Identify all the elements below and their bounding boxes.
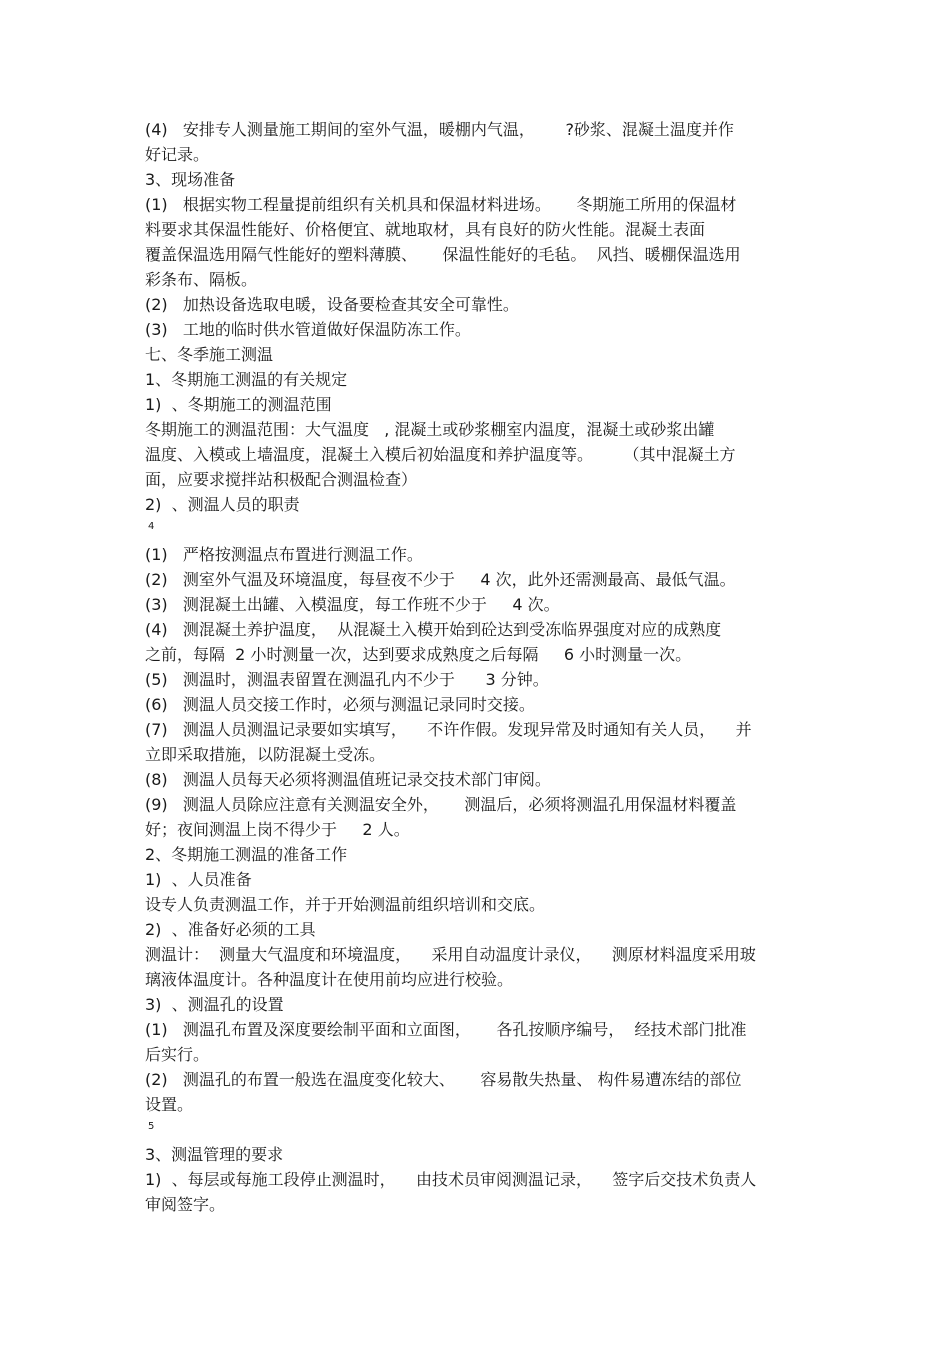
text-line: 设专人负责测温工作，并于开始测温前组织培训和交底。 <box>145 895 546 914</box>
section-heading: 3、测温管理的要求 <box>145 1145 284 1164</box>
text-line: (2) 测室外气温及环境温度，每昼夜不少于 4 次，此外还需测最高、最低气温。 <box>145 570 736 589</box>
text-line: 1) 、每层或每施工段停止测温时， 由技术员审阅测温记录， 签字后交技术负责人 <box>145 1170 757 1189</box>
text-line: (8) 测温人员每天必须将测温值班记录交技术部门审阅。 <box>145 770 551 789</box>
text-line: (9) 测温人员除应注意有关测温安全外， 测温后，必须将测温孔用保温材料覆盖 <box>145 795 737 814</box>
text-line: 温度、入模或上墙温度，混凝土入模后初始温度和养护温度等。 （其中混凝土方 <box>145 445 736 464</box>
text-line: (7) 测温人员测温记录要如实填写， 不许作假。发现异常及时通知有关人员， 并 <box>145 720 752 739</box>
text-line: 覆盖保温选用隔气性能好的塑料薄膜、 保温性能好的毛毡。 风挡、暖棚保温选用 <box>145 245 741 264</box>
text-line: (2) 加热设备选取电暖，设备要检查其安全可靠性。 <box>145 295 519 314</box>
text-line: (3) 测混凝土出罐、入模温度，每工作班不少于 4 次。 <box>145 595 560 614</box>
subsection-heading: 3) 、测温孔的设置 <box>145 995 284 1014</box>
text-line: 冬期施工的测温范围：大气温度 , 混凝土或砂浆棚室内温度，混凝土或砂浆出罐 <box>145 420 715 439</box>
subsection-heading: 1) 、冬期施工的测温范围 <box>145 395 332 414</box>
text-line: 料要求其保温性能好、价格便宜、就地取材，具有良好的防火性能。混凝土表面 <box>145 220 706 239</box>
subsection-heading: 2) 、准备好必须的工具 <box>145 920 316 939</box>
text-line: 设置。 <box>145 1095 194 1114</box>
text-line: (3) 工地的临时供水管道做好保温防冻工作。 <box>145 320 471 339</box>
text-line: 测温计： 测量大气温度和环境温度， 采用自动温度计录仪， 测原材料温度采用玻 <box>145 945 756 964</box>
subsection-heading: 2) 、测温人员的职责 <box>145 495 300 514</box>
text-line: 之前，每隔 2 小时测量一次，达到要求成熟度之后每隔 6 小时测量一次。 <box>145 645 692 664</box>
text-line: 后实行。 <box>145 1045 210 1064</box>
text-line: 面，应要求搅拌站积极配合测温检查） <box>145 470 418 489</box>
page-number: 4 <box>148 521 155 532</box>
text-line: (1) 测温孔布置及深度要绘制平面和立面图， 各孔按顺序编号， 经技术部门批准 <box>145 1020 747 1039</box>
text-line: (1) 根据实物工程量提前组织有关机具和保温材料进场。 冬期施工所用的保温材 <box>145 195 737 214</box>
page-number: 5 <box>148 1121 155 1132</box>
section-heading: 1、冬期施工测温的有关规定 <box>145 370 348 389</box>
text-line: 好记录。 <box>145 145 210 164</box>
chapter-heading: 七、冬季施工测温 <box>145 345 274 364</box>
text-line: (1) 严格按测温点布置进行测温工作。 <box>145 545 423 564</box>
text-line: 璃液体温度计。各种温度计在使用前均应进行校验。 <box>145 970 514 989</box>
section-heading: 2、冬期施工测温的准备工作 <box>145 845 348 864</box>
text-line: 彩条布、隔板。 <box>145 270 258 289</box>
text-line: 立即采取措施，以防混凝土受冻。 <box>145 745 386 764</box>
text-line: (4) 测混凝土养护温度， 从混凝土入模开始到砼达到受冻临界强度对应的成熟度 <box>145 620 722 639</box>
text-line: 审阅签字。 <box>145 1195 226 1214</box>
subsection-heading: 1) 、人员准备 <box>145 870 252 889</box>
text-line: (2) 测温孔的布置一般选在温度变化较大、 容易散失热量、 构件易遭冻结的部位 <box>145 1070 742 1089</box>
section-heading: 3、现场准备 <box>145 170 236 189</box>
text-line: (6) 测温人员交接工作时，必须与测温记录同时交接。 <box>145 695 535 714</box>
text-line: (5) 测温时，测温表留置在测温孔内不少于 3 分钟。 <box>145 670 549 689</box>
text-line: (4) 安排专人测量施工期间的室外气温，暖棚内气温， ?砂浆、混凝土温度并作 <box>145 120 734 139</box>
text-line: 好；夜间测温上岗不得少于 2 人。 <box>145 820 410 839</box>
